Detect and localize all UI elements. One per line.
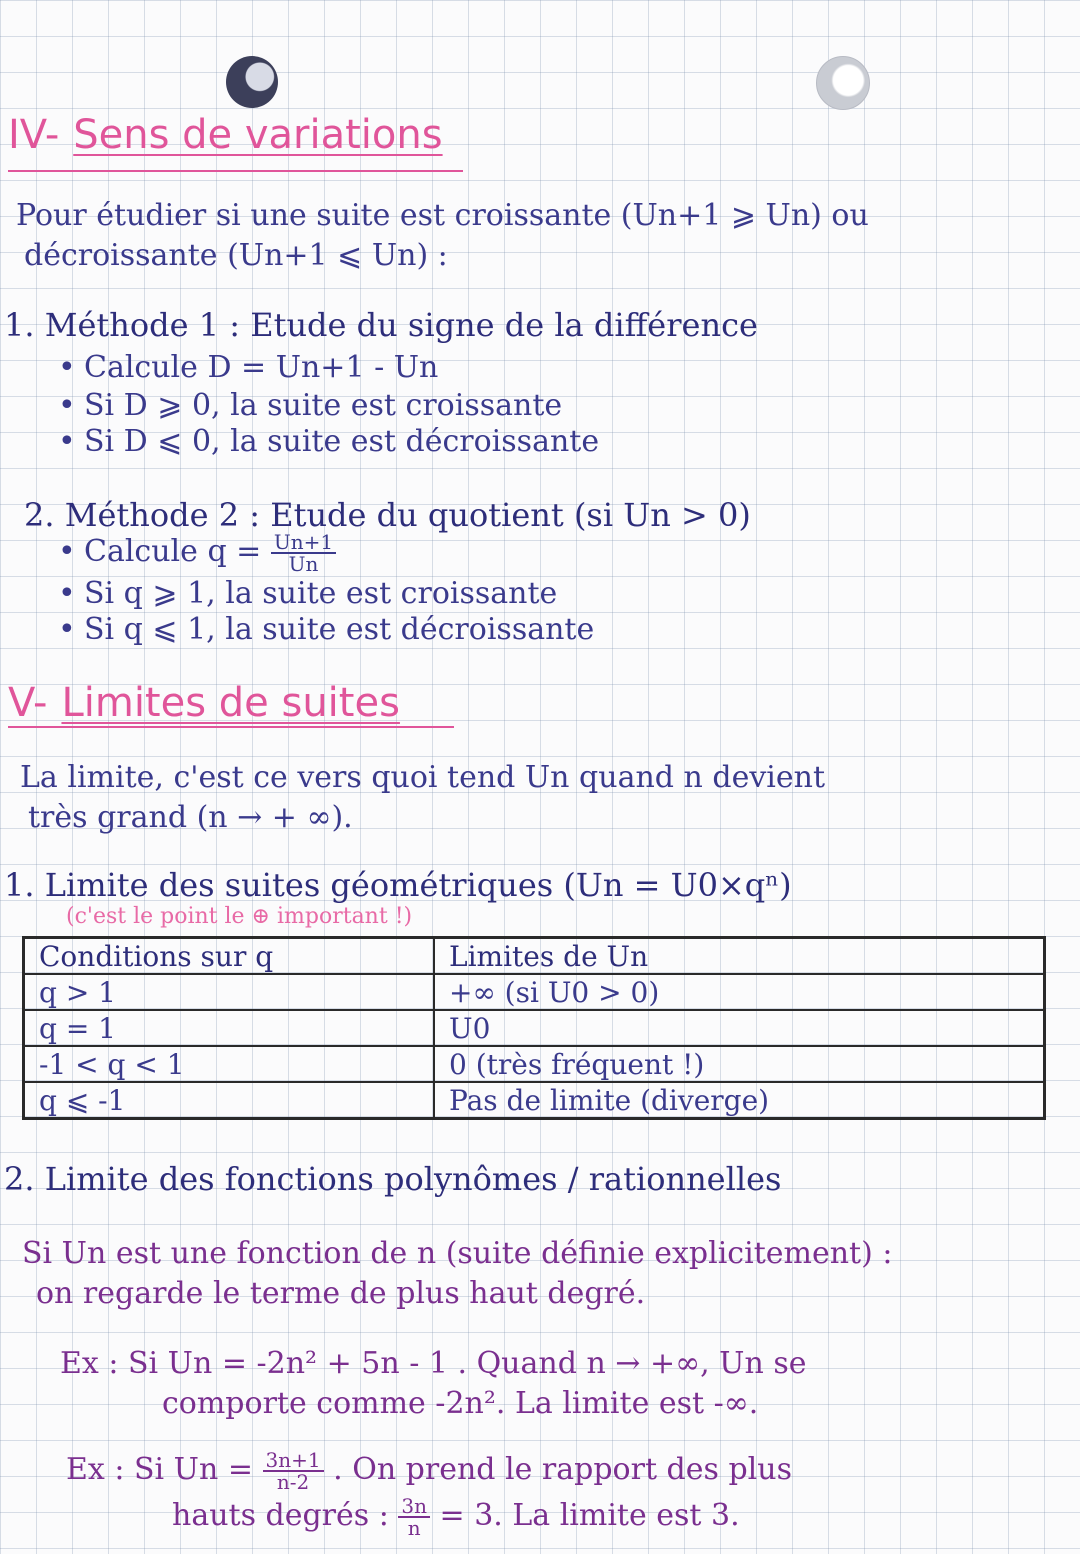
method-1-bullet-2: • Si D ⩾ 0, la suite est croissante: [58, 388, 563, 423]
table-cell-condition: q ⩽ -1: [24, 1082, 435, 1119]
section-5-number: V-: [8, 680, 48, 726]
section-4-underline: [8, 170, 463, 172]
table-header-row: [24, 938, 1045, 975]
method-2-bullet-3: • Si q ⩽ 1, la suite est décroissante: [58, 612, 595, 647]
section-4-heading: [8, 112, 443, 158]
section-4-title: Sens de variations: [73, 112, 443, 158]
section-5-underline: [8, 726, 454, 728]
method-2-bullet-2: • Si q ⩾ 1, la suite est croissante: [58, 576, 558, 611]
binder-hole-right: [816, 56, 870, 110]
example-1-line-2: comporte comme -2n². La limite est -∞.: [162, 1386, 759, 1421]
table-cell-limit: +∞ (si U0 > 0): [434, 974, 1045, 1010]
table-cell-condition: q = 1: [24, 1010, 435, 1046]
limits-table: [22, 936, 1046, 1120]
intro-line-2: décroissante (Un+1 ⩽ Un) :: [24, 238, 448, 273]
table-cell-limit: Pas de limite (diverge): [434, 1082, 1045, 1119]
example-2-line-2: hauts degrés : $\frac{3n}{n}$ = 3. La limite est 3.: [172, 1494, 740, 1540]
part-1-note: (c'est le point le ⊕ important !): [66, 904, 413, 929]
table-cell-condition: -1 < q < 1: [24, 1046, 435, 1082]
part-2-title: 2. Limite des fonctions polynômes / rationnelles: [4, 1160, 782, 1198]
table-row: [24, 1082, 1045, 1119]
table-cell-limit: U0: [434, 1010, 1045, 1046]
table-row: [24, 974, 1045, 1010]
example-1-line-1: Ex : Si Un = -2n² + 5n - 1 . Quand n → +∞, Un se: [60, 1346, 807, 1381]
intro-line-1: Pour étudier si une suite est croissante (Un+1 ⩾ Un) ou: [16, 198, 869, 233]
table-cell-limit: 0 (très fréquent !): [434, 1046, 1045, 1082]
table-row: [24, 1010, 1045, 1046]
table-cell-condition: q > 1: [24, 974, 435, 1010]
table-header-conditions: Conditions sur q: [24, 938, 435, 975]
section-5-title: Limites de suites: [61, 680, 400, 726]
part-2-line-1: Si Un est une fonction de n (suite définie explicitement) :: [22, 1236, 893, 1271]
quotient-fraction: $\frac{Un+1}{Un}$: [271, 532, 336, 574]
example-2-line-1: Ex : Si Un = $\frac{3n+1}{n-2}$ . On prend le rapport des plus: [66, 1448, 792, 1494]
method-1-title: 1. Méthode 1 : Etude du signe de la différence: [4, 306, 758, 344]
section-5-heading: [8, 680, 400, 726]
definition-line-1: La limite, c'est ce vers quoi tend Un quand n devient: [20, 760, 826, 795]
part-1-title: 1. Limite des suites géométriques (Un = U0×qⁿ): [4, 866, 792, 904]
definition-line-2: très grand (n → + ∞).: [28, 800, 353, 835]
method-1-bullet-3: • Si D ⩽ 0, la suite est décroissante: [58, 424, 600, 459]
example-2-degree-fraction: $\frac{3n}{n}$: [398, 1496, 430, 1538]
table-header-limits: Limites de Un: [434, 938, 1045, 975]
example-2-fraction: $\frac{3n+1}{n-2}$: [263, 1450, 324, 1492]
method-2-title: 2. Méthode 2 : Etude du quotient (si Un > 0): [24, 496, 751, 534]
binder-hole-left: [226, 56, 278, 108]
table-row: [24, 1046, 1045, 1082]
method-1-bullet-1: • Calcule D = Un+1 - Un: [58, 350, 439, 385]
section-4-number: IV-: [8, 112, 60, 158]
part-2-line-2: on regarde le terme de plus haut degré.: [36, 1276, 646, 1311]
method-2-bullet-1: • Calcule q = $\frac{Un+1}{Un}$: [58, 532, 336, 574]
